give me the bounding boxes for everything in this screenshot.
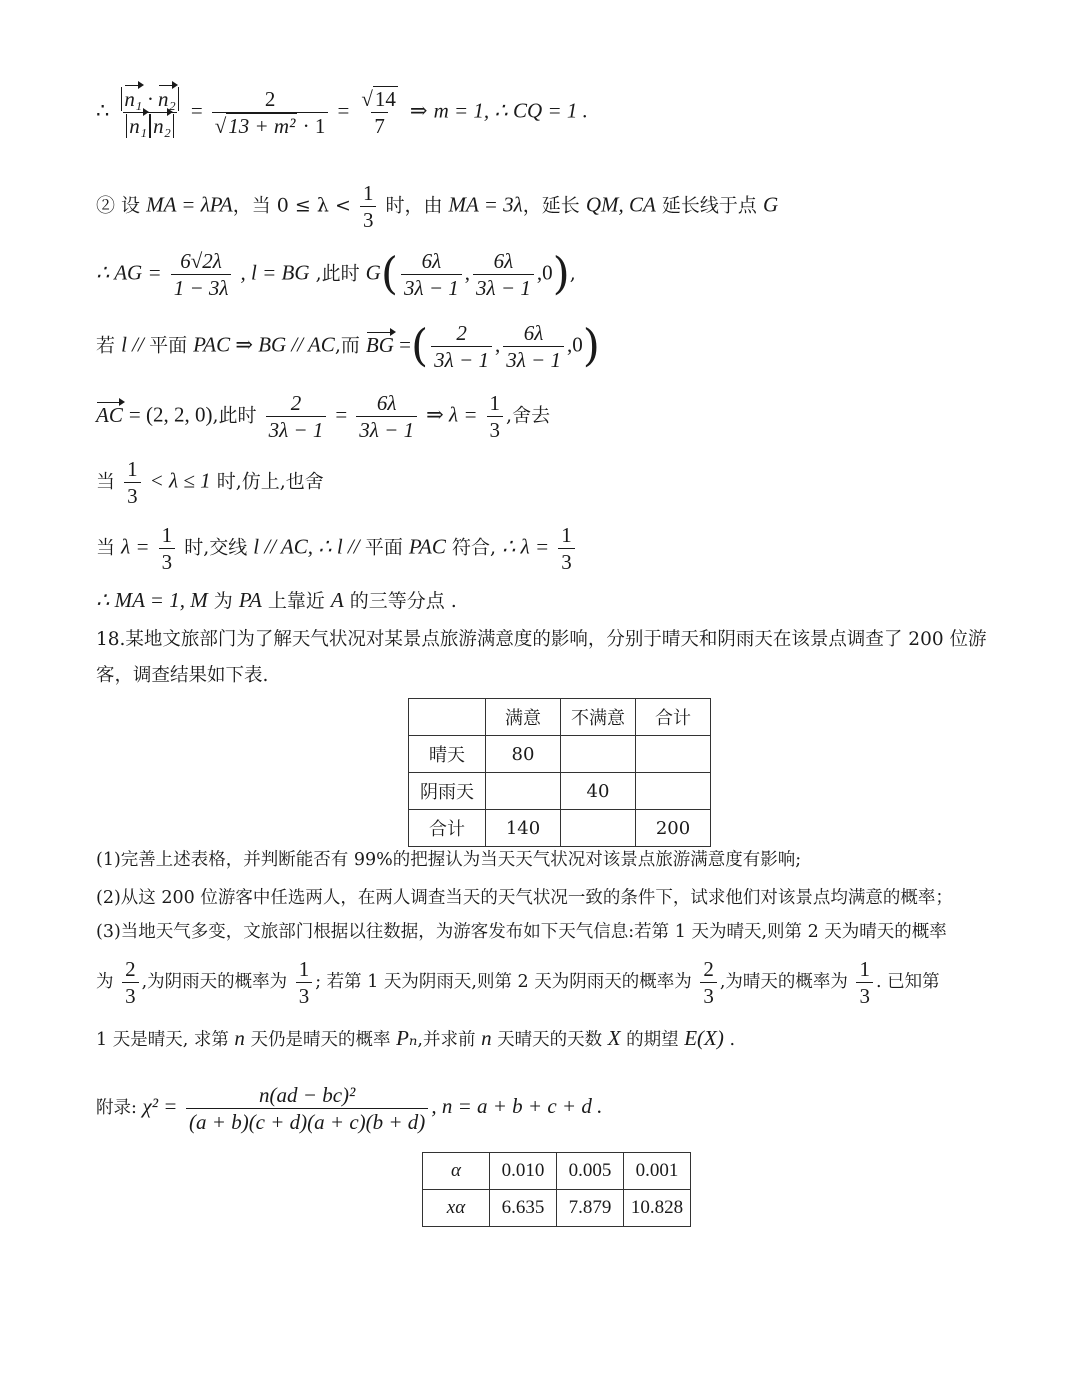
cos-fraction: $\frac{\text{n₁ · n₂}}{\text{n₁ n₂}}$	[118, 86, 181, 139]
problem-intro-line-1: 18.某地文旅部门为了解天气状况对某景点旅游满意度的影响，分别于晴天和阴雨天在该景点调查了 200 位游	[96, 629, 987, 650]
ag-fraction: $\frac{6√2\lambda}{1 - 3\lambda}$	[171, 248, 232, 301]
fraction-one-third: $\frac{1}{3}$	[360, 180, 377, 233]
table-row: 晴天 80	[409, 736, 711, 773]
solution-line-1: ∴ $\frac{\text{n₁ · n₂}}{\text{n₁ n₂}}$ = $\frac{2}{\text{√13 + m² · 1}}$ = $\frac{√14}{7}$ ⇒ m = 1, ∴ CQ = 1 .	[96, 87, 588, 138]
problem-intro-line-2: 客，调查结果如下表.	[96, 665, 269, 686]
solution-line-7: 当 λ = $\frac{1}{3}$ 时,交线 l // AC, ∴ l // 平面 PAC 符合, ∴ λ = $\frac{1}{3}$	[96, 522, 578, 575]
question-1: (1)完善上述表格，并判断能否有 99%的把握认为当天天气状况对该景点旅游满意度有影响;	[96, 850, 802, 870]
fraction-2-over-sqrt: $\frac{2}{\text{√13 + m² · 1}}$	[212, 86, 329, 139]
solution-line-4: 若 l // 平面 PAC ⇒ BG // AC,而 BG =( $\frac{2}{3\lambda - 1}$ , $\frac{6\lambda}{3\lambda - 1}$ ,0)	[96, 320, 600, 372]
table-header-row: 满意 不满意 合计	[409, 699, 711, 736]
fraction-sqrt14-over-7: $\frac{√14}{7}$	[361, 87, 396, 138]
question-3-line-1: (3)当地天气多变，文旅部门根据以往数据，为游客发布如下天气信息:若第 1 天为晴天,则第 2 天为晴天的概率	[96, 922, 947, 942]
solution-line-2: ② 设 MA = λPA，当 0 ≤ λ < $\frac{1}{3}$ 时，由 MA = 3λ，延长 QM, CA 延长线于点 G	[96, 181, 779, 232]
table-row: 合计 140 200	[409, 810, 711, 847]
satisfaction-table	[408, 698, 711, 847]
appendix-formula: 附录: χ² = $\frac{\text{n(ad − bc)²}}{(a + b)(c + d)(a + c)(b + d)}$ , n = a + b + c + d .	[96, 1083, 603, 1134]
table-row: 阴雨天 40	[409, 773, 711, 810]
question-3-line-2: 为 $\frac{2}{3}$ ,为阴雨天的概率为 $\frac{1}{3}$ ; 若第 1 天为阴雨天,则第 2 天为阴雨天的概率为 $\frac{2}{3}$ ,为晴天的概率为 $\frac{1}{3}$ . 已知第	[96, 957, 940, 1008]
solution-line-6: 当 $\frac{1}{3}$ < λ ≤ 1 时,仿上,也舍	[96, 457, 324, 508]
table-row: α 0.010 0.005 0.001	[423, 1153, 691, 1190]
critical-value-table	[422, 1152, 691, 1227]
chi-square-fraction: $\frac{\text{n(ad − bc)²}}{(a + b)(c + d)(a + c)(b + d)}$	[186, 1082, 428, 1135]
solution-line-8: ∴ MA = 1, M 为 PA 上靠近 A 的三等分点 .	[96, 588, 457, 612]
question-2: (2)从这 200 位游客中任选两人，在两人调查当天的天气状况一致的条件下，试求他们对该景点均满意的概率；	[96, 888, 953, 908]
solution-line-5: AC = (2, 2, 0),此时 $\frac{2}{3\lambda - 1}$ = $\frac{6\lambda}{3\lambda - 1}$ ⇒ λ = $\frac{1}{3}$ ,舍去	[96, 391, 551, 442]
table-row: xα 6.635 7.879 10.828	[423, 1190, 691, 1227]
question-3-line-3: 1 天是晴天, 求第 n 天仍是晴天的概率 Pₙ,并求前 n 天晴天的天数 X 的期望 E(X) .	[96, 1026, 736, 1050]
therefore-symbol: ∴	[96, 98, 110, 123]
solution-line-3: ∴ AG = $\frac{6√2\lambda}{1 - 3\lambda}$ , l = BG ,此时 G( $\frac{6\lambda}{3\lambda - 1}$ , $\frac{6\lambda}{3\lambda - 1}$ ,0),	[96, 248, 576, 300]
